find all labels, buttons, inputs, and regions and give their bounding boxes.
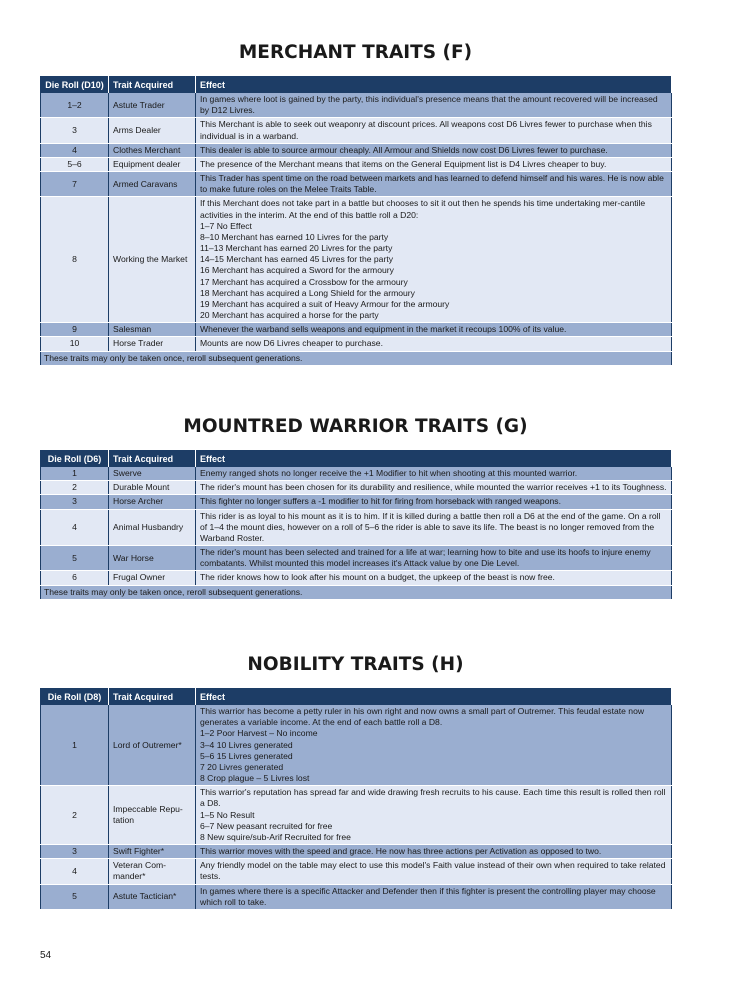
effect-line: If this Merchant does not take part in a battle but chooses to sit it out then he spends his time undertaking mer-cantile activities in the interim. At the end of this battle roll a D20: bbox=[200, 198, 646, 220]
effect-line: 5–6 15 Livres generated bbox=[200, 750, 293, 761]
trait-cell: Salesman bbox=[109, 323, 196, 337]
col-die-roll: Die Roll (D6) bbox=[41, 451, 109, 468]
effect-cell bbox=[196, 197, 672, 323]
table-row bbox=[41, 705, 672, 786]
die-roll-cell: 7 bbox=[41, 172, 109, 197]
effect-line: 6–7 New peasant recruited for free bbox=[200, 820, 333, 831]
die-roll-cell: 3 bbox=[41, 495, 109, 509]
trait-cell: Arms Dealer bbox=[109, 118, 196, 143]
die-roll-cell: 4 bbox=[41, 509, 109, 546]
effect-line: Any friendly model on the table may elect to use this model's Faith value instead of their own when required to take related tests. bbox=[200, 860, 666, 882]
table-row bbox=[41, 546, 672, 571]
trait-cell: Equipment dealer bbox=[109, 157, 196, 171]
table-footer-note: These traits may only be taken once, reroll subsequent generations. bbox=[41, 585, 672, 599]
col-die-roll: Die Roll (D10) bbox=[41, 77, 109, 94]
effect-line: 1–2 Poor Harvest – No income bbox=[200, 728, 318, 739]
trait-cell: Frugal Owner bbox=[109, 571, 196, 585]
effect-cell bbox=[196, 157, 672, 171]
table-footer-row bbox=[41, 351, 672, 365]
effect-cell bbox=[196, 509, 672, 546]
mounted-warrior-rows bbox=[41, 467, 672, 599]
trait-cell: Swift Fighter* bbox=[109, 845, 196, 859]
effect-line: 17 Merchant has acquired a Crossbow for the armoury bbox=[200, 276, 408, 287]
die-roll-cell: 2 bbox=[41, 481, 109, 495]
die-roll-cell: 1 bbox=[41, 467, 109, 481]
merchant-rows bbox=[41, 93, 672, 365]
nobility-rows bbox=[41, 705, 672, 909]
effect-cell bbox=[196, 571, 672, 585]
effect-line: 11–13 Merchant has earned 20 Livres for the party bbox=[200, 243, 393, 254]
effect-line: 19 Merchant has acquired a suit of Heavy Armour for the armoury bbox=[200, 298, 450, 309]
page-number: 54 bbox=[40, 950, 52, 961]
effect-line: The rider's mount has been chosen for its durability and resilience, while mounted the warrior receives +1 to its Toughness. bbox=[200, 482, 667, 493]
table-row bbox=[41, 323, 672, 337]
effect-line: 7 20 Livres generated bbox=[200, 761, 284, 772]
effect-cell bbox=[196, 786, 672, 845]
col-effect: Effect bbox=[196, 77, 672, 94]
effect-line: 8 Crop plague – 5 Livres lost bbox=[200, 773, 310, 784]
trait-cell: Animal Husbandry bbox=[109, 509, 196, 546]
col-trait: Trait Acquired bbox=[109, 77, 196, 94]
effect-line: This warrior has become a petty ruler in his own right and now owns a small part of Outremer. This feudal estate now generates a variable income. At the end of each battle roll a D8. bbox=[200, 706, 645, 728]
table-row bbox=[41, 884, 672, 909]
die-roll-cell: 5 bbox=[41, 546, 109, 571]
effect-cell bbox=[196, 546, 672, 571]
effect-line: 18 Merchant has acquired a Long Shield for the armoury bbox=[200, 287, 415, 298]
effect-cell bbox=[196, 93, 672, 118]
die-roll-cell: 3 bbox=[41, 118, 109, 143]
effect-line: The rider knows how to look after his mount on a budget, the upkeep of the beast is now free. bbox=[200, 572, 555, 583]
section-title-nobility: NOBILITY TRAITS (H) bbox=[247, 654, 464, 675]
nobility-traits-table bbox=[40, 688, 672, 910]
effect-cell bbox=[196, 495, 672, 509]
effect-cell bbox=[196, 323, 672, 337]
die-roll-cell: 5–6 bbox=[41, 157, 109, 171]
trait-cell: Clothes Merchant bbox=[109, 143, 196, 157]
section-title-mounted-warrior: MOUNTRED WARRIOR TRAITS (G) bbox=[183, 416, 528, 437]
effect-cell bbox=[196, 859, 672, 884]
trait-cell: Horse Trader bbox=[109, 337, 196, 351]
effect-cell bbox=[196, 118, 672, 143]
die-roll-cell: 8 bbox=[41, 197, 109, 323]
trait-cell: Veteran Com-mander* bbox=[109, 859, 196, 884]
effect-cell bbox=[196, 845, 672, 859]
effect-line: 1–7 No Effect bbox=[200, 220, 252, 231]
table-row bbox=[41, 786, 672, 845]
trait-cell: Lord of Outremer* bbox=[109, 705, 196, 786]
merchant-traits-table bbox=[40, 76, 672, 366]
effect-line: 16 Merchant has acquired a Sword for the armoury bbox=[200, 265, 394, 276]
trait-cell: Astute Trader bbox=[109, 93, 196, 118]
table-row bbox=[41, 845, 672, 859]
die-roll-cell: 5 bbox=[41, 884, 109, 909]
effect-cell bbox=[196, 467, 672, 481]
effect-line: The presence of the Merchant means that items on the General Equipment list is D4 Livres cheaper to buy. bbox=[200, 158, 607, 169]
effect-line: This warrior moves with the speed and grace. He now has three actions per Activation as opposed to two. bbox=[200, 846, 602, 857]
col-effect: Effect bbox=[196, 689, 672, 706]
table-row bbox=[41, 197, 672, 323]
effect-line: 3–4 10 Livres generated bbox=[200, 739, 293, 750]
trait-cell: Durable Mount bbox=[109, 481, 196, 495]
effect-line: This fighter no longer suffers a -1 modifier to hit for firing from horseback with ranged weapons. bbox=[200, 496, 561, 507]
table-row bbox=[41, 481, 672, 495]
trait-cell: Astute Tactician* bbox=[109, 884, 196, 909]
col-die-roll: Die Roll (D8) bbox=[41, 689, 109, 706]
effect-line: In games where there is a specific Attacker and Defender then if this fighter is present the controlling player may choose which roll to take. bbox=[200, 885, 656, 907]
table-row bbox=[41, 859, 672, 884]
trait-cell: Working the Market bbox=[109, 197, 196, 323]
trait-cell: Swerve bbox=[109, 467, 196, 481]
col-effect: Effect bbox=[196, 451, 672, 468]
effect-cell bbox=[196, 705, 672, 786]
mounted-warrior-traits-table bbox=[40, 450, 672, 600]
table-row bbox=[41, 571, 672, 585]
effect-line: This Trader has spent time on the road between markets and has learned to defend himself and his wares. He is now able to make future roles on the Melee Traits Table. bbox=[200, 173, 664, 195]
die-roll-cell: 9 bbox=[41, 323, 109, 337]
effect-line: Mounts are now D6 Livres cheaper to purchase. bbox=[200, 338, 383, 349]
effect-line: This Merchant is able to seek out weaponry at discount prices. All weapons cost D6 Livres fewer to purchase when this individual is in a warband. bbox=[200, 119, 652, 141]
table-row bbox=[41, 93, 672, 118]
die-roll-cell: 4 bbox=[41, 859, 109, 884]
trait-cell: War Horse bbox=[109, 546, 196, 571]
table-row bbox=[41, 495, 672, 509]
table-footer-row bbox=[41, 585, 672, 599]
effect-line: 1–5 No Result bbox=[200, 809, 255, 820]
die-roll-cell: 4 bbox=[41, 143, 109, 157]
table-row bbox=[41, 157, 672, 171]
effect-line: Enemy ranged shots no longer receive the +1 Modifier to hit when shooting at this mounted warrior. bbox=[200, 468, 578, 478]
table-footer-note: These traits may only be taken once, reroll subsequent generations. bbox=[41, 351, 672, 365]
trait-cell: Impeccable Repu-tation bbox=[109, 786, 196, 845]
die-roll-cell: 3 bbox=[41, 845, 109, 859]
die-roll-cell: 1 bbox=[41, 705, 109, 786]
effect-line: 20 Merchant has acquired a horse for the party bbox=[200, 310, 379, 321]
effect-cell bbox=[196, 337, 672, 351]
section-title-merchant: MERCHANT TRAITS (F) bbox=[238, 42, 473, 63]
table-row bbox=[41, 337, 672, 351]
table-row bbox=[41, 118, 672, 143]
trait-cell: Armed Caravans bbox=[109, 172, 196, 197]
effect-line: Whenever the warband sells weapons and equipment in the market it recoups 100% of its value. bbox=[200, 324, 567, 335]
table-row bbox=[41, 143, 672, 157]
die-roll-cell: 1–2 bbox=[41, 93, 109, 118]
col-trait: Trait Acquired bbox=[109, 689, 196, 706]
table-row bbox=[41, 509, 672, 546]
die-roll-cell: 10 bbox=[41, 337, 109, 351]
effect-line: This rider is as loyal to his mount as it is to him. If it is killed during a battle then roll a D6 at the end of the game. On a roll of 1–4 the mount dies, however on a roll of 5–6 the rider is able to save its life. The beast is no longer removed from the Warband Roster. bbox=[200, 510, 661, 543]
table-row bbox=[41, 172, 672, 197]
die-roll-cell: 6 bbox=[41, 571, 109, 585]
effect-cell bbox=[196, 884, 672, 909]
effect-line: 8 New squire/sub-Arif Recruited for free bbox=[200, 831, 351, 842]
effect-line: The rider's mount has been selected and trained for a life at war; learning how to bite and use its hoofs to injure enemy combatants. Whilst mounted this model increases it's Attack value by one Die Level. bbox=[200, 547, 651, 569]
table-row bbox=[41, 467, 672, 481]
trait-cell: Horse Archer bbox=[109, 495, 196, 509]
effect-line: This warrior's reputation has spread far and wide drawing fresh recruits to his cause. Each time this result is rolled then roll a D8. bbox=[200, 787, 666, 809]
effect-cell bbox=[196, 143, 672, 157]
effect-cell bbox=[196, 481, 672, 495]
col-trait: Trait Acquired bbox=[109, 451, 196, 468]
effect-cell bbox=[196, 172, 672, 197]
effect-line: 14–15 Merchant has earned 45 Livres for the party bbox=[200, 254, 393, 265]
effect-line: This dealer is able to source armour cheaply. All Armour and Shields now cost D6 Livres fewer to purchase. bbox=[200, 144, 608, 155]
die-roll-cell: 2 bbox=[41, 786, 109, 845]
effect-line: 8–10 Merchant has earned 10 Livres for the party bbox=[200, 231, 389, 242]
effect-line: In games where loot is gained by the party, this individual's presence means that the amount recovered will be increased by D12 Livres. bbox=[200, 94, 658, 116]
